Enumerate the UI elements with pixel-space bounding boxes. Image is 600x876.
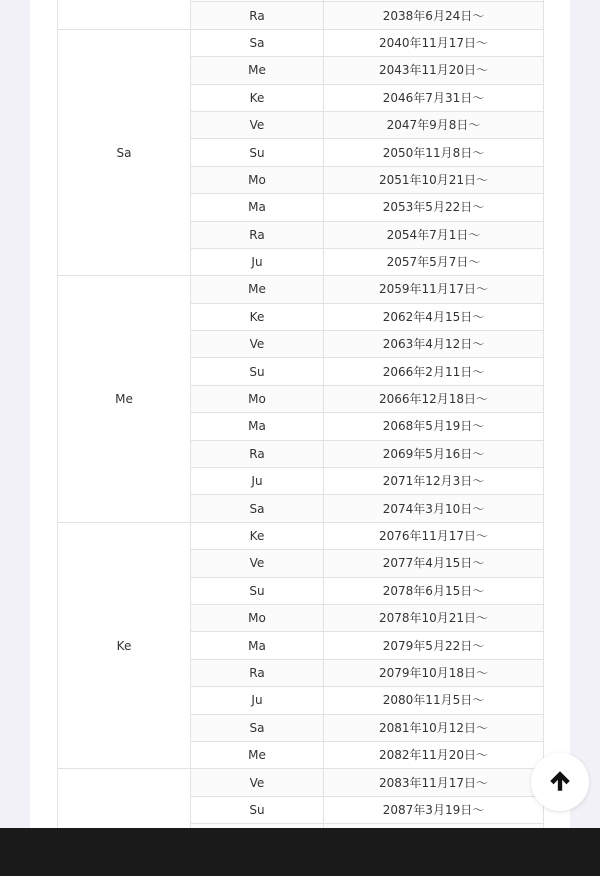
antar-dasa-cell: Ve [191,331,324,358]
antar-dasa-cell: Ra [191,440,324,467]
start-date-cell: 2040年11月17日〜 [324,29,544,56]
maha-dasa-cell: Ke [58,522,191,769]
antar-dasa-cell: Ke [191,522,324,549]
antar-dasa-cell: Sa [191,714,324,741]
start-date-cell: 2066年12月18日〜 [324,385,544,412]
start-date-cell: 2077年4月15日〜 [324,550,544,577]
start-date-cell: 2078年6月15日〜 [324,577,544,604]
antar-dasa-cell: Ju [191,468,324,495]
arrow-up-icon [547,768,573,797]
start-date-cell: 2078年10月21日〜 [324,604,544,631]
maha-dasa-cell [58,769,191,828]
antar-dasa-cell: Me [191,57,324,84]
start-date-cell: 2063年4月12日〜 [324,331,544,358]
start-date-cell: 2050年11月8日〜 [324,139,544,166]
start-date-cell: 2043年11月20日〜 [324,57,544,84]
start-date-cell: 2047年9月8日〜 [324,111,544,138]
table-row [58,522,544,549]
start-date-cell: 2082年11月20日〜 [324,741,544,768]
antar-dasa-cell: Mo [191,166,324,193]
antar-dasa-cell: Ke [191,84,324,111]
maha-dasa-cell [58,0,191,29]
antar-dasa-cell: Ra [191,659,324,686]
antar-dasa-cell: Ra [191,2,324,29]
start-date-cell: 2076年11月17日〜 [324,522,544,549]
start-date-cell: 2071年12月3日〜 [324,468,544,495]
start-date-cell: 2079年10月18日〜 [324,659,544,686]
antar-dasa-cell: Ve [191,550,324,577]
antar-dasa-cell: Ma [191,632,324,659]
antar-dasa-cell: Ra [191,221,324,248]
antar-dasa-cell: Me [191,276,324,303]
antar-dasa-cell: Ma [191,413,324,440]
maha-dasa-cell: Me [58,276,191,523]
antar-dasa-cell: Mo [191,604,324,631]
start-date-cell: 2059年11月17日〜 [324,276,544,303]
start-date-cell: 2068年5月19日〜 [324,413,544,440]
start-date-cell: 2087年3月19日〜 [324,796,544,823]
start-date-cell: 2066年2月11日〜 [324,358,544,385]
start-date-cell: 2057年5月7日〜 [324,248,544,275]
antar-dasa-cell: Sa [191,29,324,56]
scroll-to-top-button[interactable] [531,753,589,811]
start-date-cell: 2083年11月17日〜 [324,769,544,796]
maha-dasa-cell: Sa [58,29,191,276]
start-date-cell: 2080年11月5日〜 [324,687,544,714]
antar-dasa-cell: Su [191,358,324,385]
start-date-cell: 2051年10月21日〜 [324,166,544,193]
table-row [58,29,544,56]
antar-dasa-cell: Me [191,741,324,768]
start-date-cell: 2074年3月10日〜 [324,495,544,522]
antar-dasa-cell: Ju [191,248,324,275]
antar-dasa-cell: Ve [191,111,324,138]
start-date-cell: 2038年6月24日〜 [324,2,544,29]
antar-dasa-cell: Su [191,796,324,823]
antar-dasa-cell: Su [191,577,324,604]
start-date-cell: 2062年4月15日〜 [324,303,544,330]
start-date-cell: 2053年5月22日〜 [324,194,544,221]
antar-dasa-cell: Ma [191,194,324,221]
table-row [58,769,544,796]
antar-dasa-cell: Sa [191,495,324,522]
antar-dasa-cell: Su [191,139,324,166]
table-row [58,276,544,303]
start-date-cell: 2069年5月16日〜 [324,440,544,467]
content-card [30,0,570,828]
start-date-cell: 2081年10月12日〜 [324,714,544,741]
footer-bar [0,828,600,876]
antar-dasa-cell: Ke [191,303,324,330]
dasa-table [57,0,544,828]
antar-dasa-cell: Mo [191,385,324,412]
start-date-cell: 2046年7月31日〜 [324,84,544,111]
dasa-table-body [58,0,544,828]
start-date-cell: 2079年5月22日〜 [324,632,544,659]
antar-dasa-cell: Ju [191,687,324,714]
start-date-cell: 2054年7月1日〜 [324,221,544,248]
antar-dasa-cell: Ve [191,769,324,796]
